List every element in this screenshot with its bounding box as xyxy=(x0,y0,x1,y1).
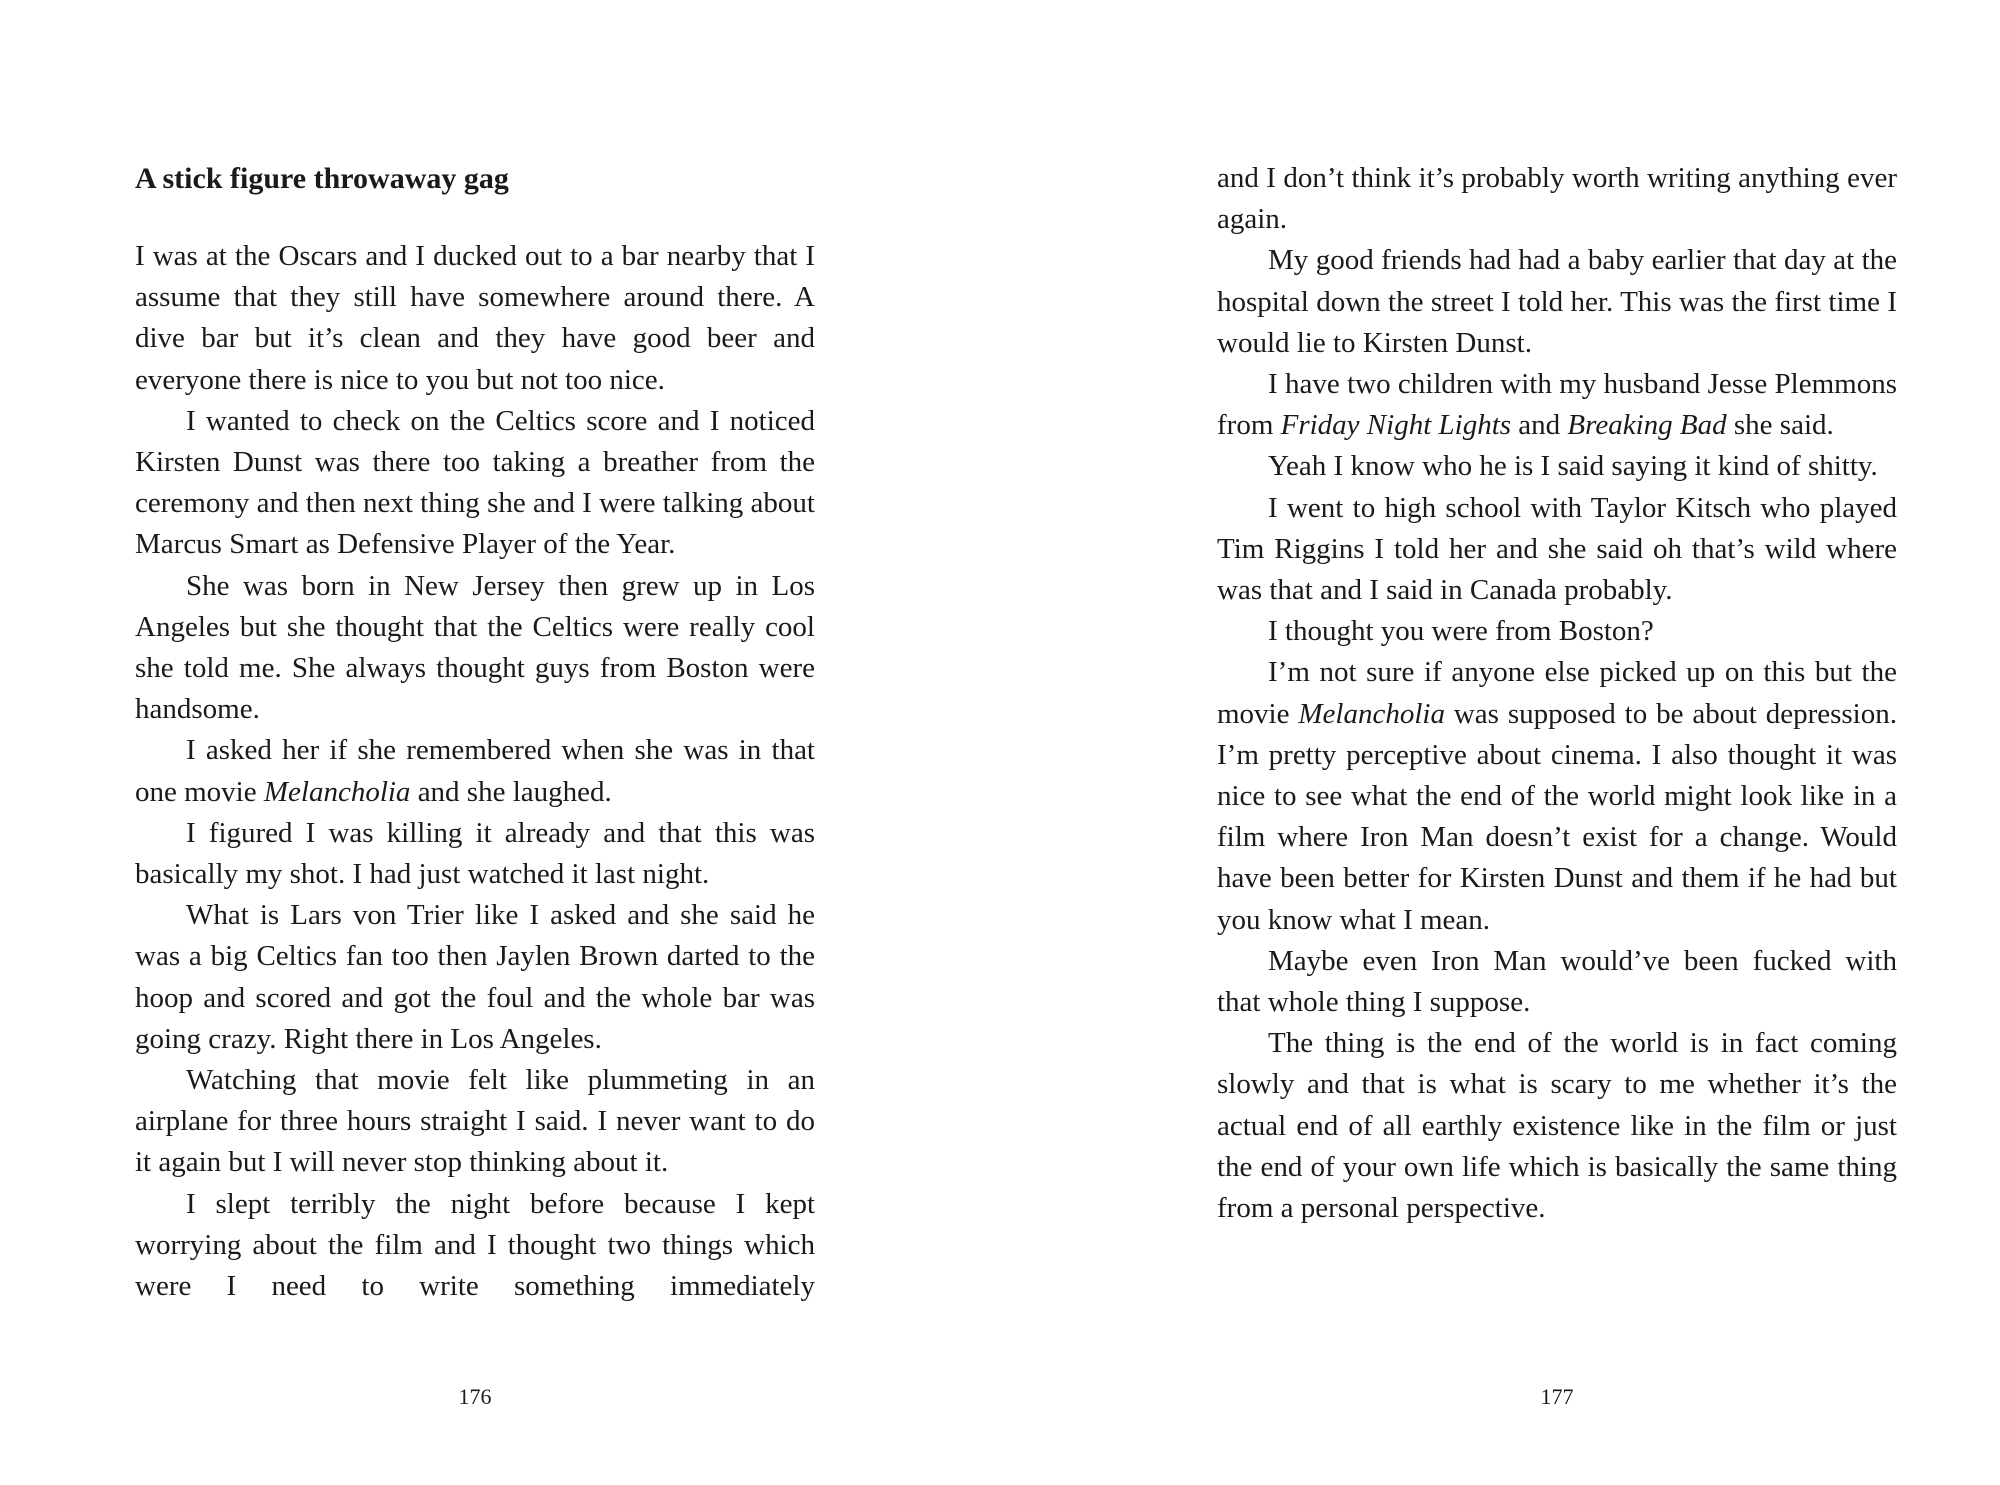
paragraph: I have two children with my husband Jesse Plemmons from Friday Night Lights and Breaking Bad she said. xyxy=(1217,368,1897,442)
paragraph: I wanted to check on the Celtics score and I noticed Kirsten Dunst was there too taking a breather from the ceremony and then next thing she and I were talking about Marcus Smart as Defensive Player of the Year. xyxy=(135,404,815,561)
paragraph: What is Lars von Trier like I asked and she said he was a big Celtics fan too then Jaylen Brown darted to the hoop and scored and got the foul and the whole bar was going crazy. Right there in Los Angeles. xyxy=(135,899,815,1055)
paragraph: I’m not sure if anyone else picked up on this but the movie Melancholia was supposed to be about depression. I’m pretty perceptive about cinema. I also thought it was nice to see what the end of the world might look like in a film where Iron Man doesn’t exist for a change. Would have been better for Kirsten Dunst and them if he had but you know what I mean. xyxy=(1217,656,1897,936)
paragraph: I slept terribly the night before because I kept worrying about the film and I thought two things which were I need to write something immediately xyxy=(135,1187,815,1303)
paragraph: I was at the Oscars and I ducked out to a bar nearby that I assume that they still have somewhere around there. A dive bar but it’s clean and they have good beer and everyone there is nice to you but not too nice. xyxy=(135,240,815,396)
right-page xyxy=(1000,0,2000,1485)
right-text-block xyxy=(1217,158,1897,1229)
film-title: Melancholia xyxy=(263,775,411,808)
paragraph: I went to high school with Taylor Kitsch who played Tim Riggins I told her and she said oh that’s wild where was that and I said in Canada probably. xyxy=(1217,491,1897,607)
left-text-block xyxy=(135,158,815,1307)
show-title: Breaking Bad xyxy=(1567,409,1727,442)
paragraph: and I don’t think it’s probably worth writing anything ever again. xyxy=(1217,162,1897,236)
paragraph: My good friends had had a baby earlier that day at the hospital down the street I told her. This was the first time I would lie to Kirsten Dunst. xyxy=(1217,244,1897,359)
paragraph: I thought you were from Boston? xyxy=(1268,615,1654,648)
paragraph: I asked her if she remembered when she was in that one movie Melancholia and she laughed. xyxy=(135,734,815,808)
page-number: 177 xyxy=(1540,1384,1574,1409)
show-title: Friday Night Lights xyxy=(1280,409,1512,442)
paragraph: Maybe even Iron Man would’ve been fucked with that whole thing I suppose. xyxy=(1217,944,1897,1019)
paragraph: The thing is the end of the world is in fact coming slowly and that is what is scary to me whether it’s the actual end of all earthly existence like in the film or just the end of your own life which is basically the same thing from a personal perspective. xyxy=(1217,1027,1897,1225)
page-number: 176 xyxy=(458,1384,492,1409)
paragraph: She was born in New Jersey then grew up in Los Angeles but she thought that the Celtics were really cool she told me. She always thought guys from Boston were handsome. xyxy=(135,569,815,726)
film-title: Melancholia xyxy=(1298,697,1445,730)
paragraph: Watching that movie felt like plummeting in an airplane for three hours straight I said. I never want to do it again but I will never stop thinking about it. xyxy=(135,1064,815,1179)
paragraph: Yeah I know who he is I said saying it kind of shitty. xyxy=(1268,450,1878,483)
section-heading: A stick figure throwaway gag xyxy=(135,162,509,195)
paragraph: I figured I was killing it already and that this was basically my shot. I had just watched it last night. xyxy=(135,816,815,891)
